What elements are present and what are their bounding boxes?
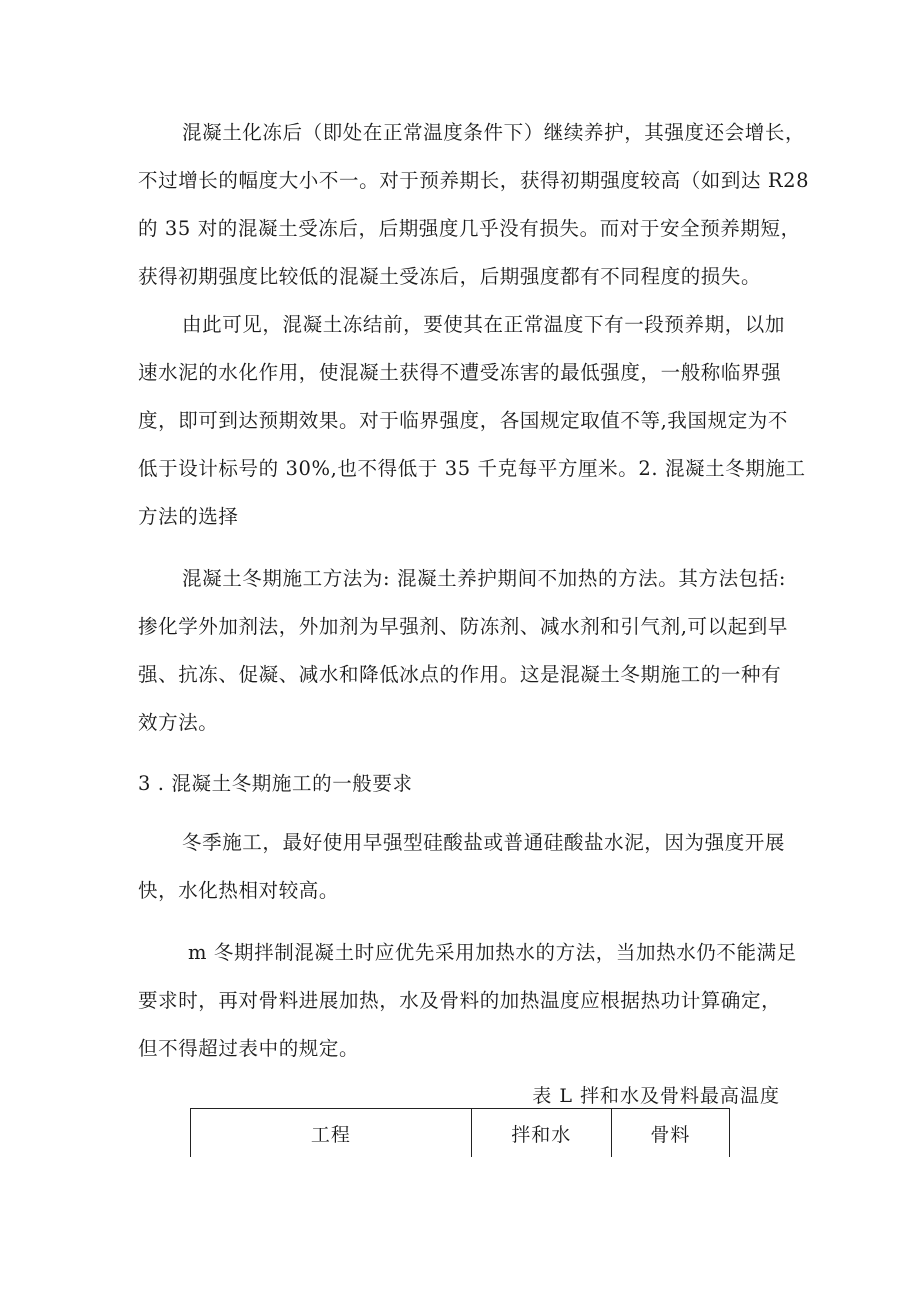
paragraph2-line5: 方法的选择	[138, 505, 239, 528]
paragraph1-line2: 不过增长的幅度大小不一。对于预养期长，获得初期强度较高（如到达 R28	[138, 169, 810, 192]
table-header-row	[191, 1109, 730, 1158]
table-header-aggregate: 骨料	[611, 1109, 729, 1158]
paragraph1-line1: 混凝土化冻后（即处在正常温度条件下）继续养护，其强度还会增长，	[182, 121, 806, 144]
paragraph2-line4: 低于设计标号的 30%,也不得低于 35 千克每平方厘米。2. 混凝土冬期施工	[138, 457, 806, 480]
table-header-water: 拌和水	[471, 1109, 611, 1158]
temperature-table	[190, 1108, 730, 1157]
paragraph2-line1: 由此可见，混凝土冻结前，要使其在正常温度下有一段预养期，以加	[182, 313, 786, 336]
paragraph3-line2: 掺化学外加剂法，外加剂为早强剂、防冻剂、减水剂和引气剂,可以起到早	[138, 615, 788, 638]
paragraph2-line3: 度，即可到达预期效果。对于临界强度，各国规定取值不等,我国规定为不	[138, 409, 788, 432]
paragraph1-line4: 获得初期强度比较低的混凝土受冻后，后期强度都有不同程度的损失。	[138, 265, 762, 288]
table-caption: 表 L 拌和水及骨料最高温度	[532, 1085, 780, 1107]
paragraph5-line3: 但不得超过表中的规定。	[138, 1037, 360, 1060]
paragraph5-line2: 要求时，再对骨料进展加热，水及骨料的加热温度应根据热功计算确定，	[138, 989, 782, 1012]
section-heading-3: 3 . 混凝土冬期施工的一般要求	[138, 772, 413, 795]
paragraph3-line4: 效方法。	[138, 711, 219, 734]
paragraph2-line2: 速水泥的水化作用，使混凝土获得不遭受冻害的最低强度，一般称临界强	[138, 361, 782, 384]
paragraph4-line1: 冬季施工，最好使用早强型硅酸盐或普通硅酸盐水泥，因为强度开展	[182, 831, 786, 854]
paragraph1-line3: 的 35 对的混凝土受冻后，后期强度几乎没有损失。而对于安全预养期短，	[138, 217, 801, 240]
table-header-item: 工程	[191, 1109, 472, 1158]
paragraph4-line2: 快，水化热相对较高。	[138, 879, 340, 902]
paragraph5-line1: m 冬期拌制混凝土时应优先采用加热水的方法，当加热水仍不能满足	[188, 941, 797, 964]
paragraph3-line1: 混凝土冬期施工方法为: 混凝土养护期间不加热的方法。其方法包括:	[182, 567, 787, 590]
paragraph3-line3: 强、抗冻、促凝、减水和降低冰点的作用。这是混凝土冬期施工的一种有	[138, 663, 782, 686]
